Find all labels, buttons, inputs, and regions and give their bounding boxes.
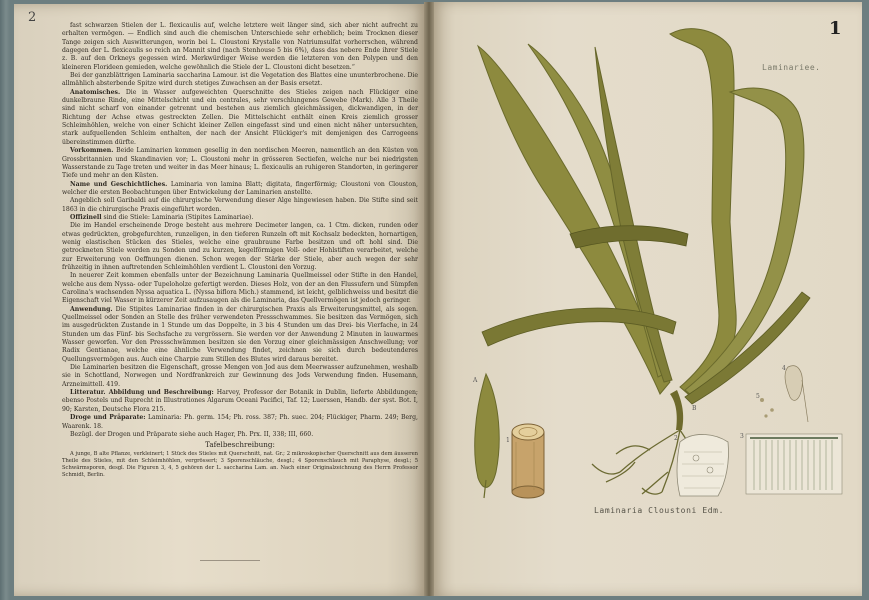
blade-4 <box>670 29 736 394</box>
kelp-stipe <box>670 390 683 430</box>
plate-caption: Laminaria Cloustoni Edm. <box>594 506 724 515</box>
paragraph-text: Bei der ganzblättrigen Laminaria saccharina Lamour. ist die Vegetation des Blattes eine ununterbrochene. Die allmählich absterbende Spitze wird durch stetiges Zuwachsen an der Basis ersetzt. <box>62 72 418 88</box>
paragraph-heading: Anwendung. <box>70 305 113 313</box>
fig-letter-A: A <box>473 377 478 384</box>
fig-number-1: 1 <box>506 437 510 444</box>
kelp-blades <box>478 29 810 404</box>
micro-section-fig2 <box>677 434 729 496</box>
footer-rule <box>200 560 260 561</box>
paragraph-heading: Offizinell <box>70 213 102 221</box>
spore-tissue-fig3 <box>746 434 842 494</box>
stipe-section-fig1 <box>512 424 544 498</box>
fig-number-3: 3 <box>740 433 744 440</box>
paragraph-text: Beide Laminarien kommen gesellig in den nordischen Meeren, namentlich an den Küsten von Grossbritannien und Skandinavien vor; L. Cloustoni mehr in grösseren Sectiefen, welche nur bei niedrigsten Wasserstande zu Tage treten und weiter in das Meer hinaus; L. flexicaulis an ruhigeren Standorten, in geringerer Tiefe und mehr an den Küsten. <box>62 147 419 180</box>
paragraph-heading: Litteratur. Abbildung und Beschreibung: <box>70 389 214 397</box>
paragraph-text: sind die Stiele: Laminaria (Stipites Laminariae). <box>103 213 254 221</box>
paragraph-heading: Vorkommen. <box>70 147 114 155</box>
text-paragraph <box>62 414 418 431</box>
paragraph-text: Die im Handel erscheinende Droge besteht aus mehrere Decimeter langen, ca. 1 Ctm. dicken, runden oder etwas gedrückten, grobgefurchten, runzeligen, in den tieferen Runzeln oft mit Kochsalz bedeckten, hornartigen, wenig elastischen Stücken des Stieles, welche eine graubraune Farbe besitzen und oft hohl sind. Die getrockneten Stiele werden zu Sonden und zu kurzen, kegelförmigen Voll- oder Hohlstiften verarbeitet, welche zur Erweiterung von Oeffnungen dienen. Schon wegen der Stärke der Stiele, aber auch wegen der sehr frühzeitig in ihnen auftretenden Schleimhöhlen verdient L. Cloustoni den Vorzug. <box>62 222 418 271</box>
blade-5 <box>685 88 804 396</box>
paragraph-text: Laminaria von lamina Blatt; digitata, fingerförmig; Cloustoni von Clouston, welcher die ersten Beobachtungen über Entwickelung der Laminarien anstellte. <box>62 180 418 196</box>
plate-family-label: Laminariee. <box>762 63 821 72</box>
text-paragraph <box>62 22 418 72</box>
paragraph-text: Harvey, Professor der Botanik in Dublin, lieferte Abbildungen; ebenso Postels und Ruprecht in Illustrationes Algarum Oceani Pacifici, Taf. 12; Luerssen, Handb. der syst. Bot. I, 90; Karsten, Deutsche Flora 215. <box>62 389 418 413</box>
text-paragraph <box>62 181 418 198</box>
text-paragraph <box>62 222 418 272</box>
plate-description: A junge, B alte Pflanze, verkleinert; 1 Stück des Stieles mit Querschnitt, nat. Gr.; 2 mikroskopischer Querschnitt aus dem äusseren Theile des Stieles, mit den Schleimhöhlen, vergrössert; 3 Sporenschläuche, desgl.; 4 Sporenschlauch mit Paraphyse, desgl.; 5 Schwärmsporen, desgl. Die Figuren 3, 4, 5 gehören der L. saccharina Lam. an. Nach einer Originalzeichnung des Herrn Professor Schmidt, Berlin. <box>62 450 418 478</box>
paragraph-text: Die in Wasser aufgeweichten Querschnitte des Stieles zeigen nach Flückiger eine dunkelbraune Rinde, eine Mittelschicht und ein centrales, sehr verschlungenes Gewebe (Mark). Alle 3 Theile sind nicht scharf von einander getrennt und bestehen aus ziemlich gleichmässigen, dickwandigen, in der Richtung der Achse etwas gestreckten Zellen. Die Mittelschicht enthält einen Kreis ziemlich grosser Schleimhöhlen, welche von einer Schicht kleiner Zellen eingefasst sind und einen nicht näher untersuchten, stark aufquellenden Schleim enthalten, der nach der Ansicht Flückiger's mit demjenigen des Carrogeens übereinstimmen dürfte. <box>62 88 418 146</box>
text-paragraph <box>62 306 418 364</box>
fig-number-5: 5 <box>756 393 760 400</box>
paragraph-text: Angeblich soll Garibaldi auf die chirurgische Verwendung dieser Alge hingewiesen haben. Die Stifte sind seit 1863 in die chirurgische Praxis eingeführt worden. <box>62 197 418 213</box>
left-text-column <box>62 22 418 479</box>
fig-number-4: 4 <box>782 365 786 372</box>
fig-number-2: 2 <box>674 435 678 442</box>
paragraph-text: Die Laminarien besitzen die Eigenschaft, grosse Mengen von Jod aus dem Meerwasser aufzunehmen, weshalb sie in Schottland, Norwegen und Nordfrankreich zur Gewinnung des Jods Verwendung finden. Husemann, Arzneimittell. 419. <box>62 364 418 388</box>
text-paragraph <box>62 364 418 389</box>
left-page-number: 2 <box>28 10 37 25</box>
plate-description-heading: Tafelbeschreibung: <box>205 440 275 450</box>
paragraph-text: Die Stipites Laminariae finden in der chirurgischen Praxis als Erweiterungsmittel, als sogen. Quellmeissel oder Sonden an Stelle des früher verwendeten Pressschwammes. Sie besitzen das Vermögen, sich im ausgedrückten Zustande in 1 Stunde um das Doppelte, in 3 bis 4 Stunden um das Drei- bis Vierfache, in 24 Stunden um das Fünf- bis Sechsfache zu vergrössern. Sie werden vor der Anwendung 2 Minuten in lauwarmes Wasser geworfen. Vor den Pressschwämmen besitzen sie den Vorzug einer gleichmässigen Anschwellung; vor Radix Gentianae, welche eine ähnliche Verwendung findet, zeichnen sie sich durch bedeutenderes Quellungsvermögen aus. Auch eine Charpie zum Stillen des Blutes wird daraus bereitet. <box>62 305 418 363</box>
text-paragraph <box>62 89 418 147</box>
text-paragraph <box>62 214 418 222</box>
paragraph-text: Laminaria: Ph. germ. 154; Ph. ross. 387; Ph. suec. 204; Flückiger, Pharm. 249; Berg, Waarenk. 18. <box>62 414 419 430</box>
young-plant-A <box>475 374 499 487</box>
paragraph-heading: Anatomisches. <box>70 88 121 96</box>
paragraph-text: fast schwarzen Stielen der L. flexicaulis auf, welche letztere weit länger sind, sich aber nicht aufrecht zu erhalten vermögen. — Endlich sind auch die chemischen Unterschiede sehr erheblich; beim Trocknen dieser Tange zeigen sich Auswitterungen, worin bei L. Cloustoni Krystalle von Natriumsulfat vorherrschen, während dagegen der L. flexicaulis so reich an Mannit sind (nach Stenhouse 5 bis 6%), dass das nebere Ende ihrer Stiele z. B. auf den Orkneys gegessen wird. Merkwürdiger Weise werden die letzteren von den Polypen und den kleineren Florideen gemieden, welche gewöhnlich die Stiele der L. Cloustoni dicht besetzen.“ <box>62 22 418 71</box>
swarm-spores-fig5 <box>760 398 774 418</box>
paragraph-heading: Droge und Präparate: <box>70 414 146 422</box>
text-paragraph <box>62 197 418 214</box>
spore-sac-fig4 <box>785 366 808 422</box>
text-paragraph <box>62 272 418 305</box>
paragraph-heading: Name und Geschichtliches. <box>70 180 168 188</box>
text-paragraph <box>62 431 418 439</box>
fig-letter-B: B <box>692 405 697 412</box>
text-paragraph <box>62 147 418 180</box>
text-paragraph <box>62 389 418 414</box>
paragraph-text: In neuerer Zeit kommen ebenfalls unter der Bezeichnung Laminaria Quellmeissel oder Stifte in den Handel, welche aus dem Nyssa- oder Tupeloholze gefertigt werden. Dieses Holz, von der an den Flussufern und Sümpfen Carolina's wachsenden Nyssa aquatica L. (Nyssa biflora Mich.) stammend, ist leicht, gelblichweiss und besitzt die Eigenschaft viel Wasser in kürzerer Zeit aufzusaugen als die Laminaria, das Quellvermögen ist jedoch geringer. <box>62 272 418 305</box>
paragraph-text: Bezügl. der Drogen und Präparate siehe auch Hager, Ph. Prx. II, 338; III, 660. <box>70 430 314 438</box>
right-page-number: 1 <box>829 18 842 39</box>
text-paragraph <box>62 72 418 89</box>
